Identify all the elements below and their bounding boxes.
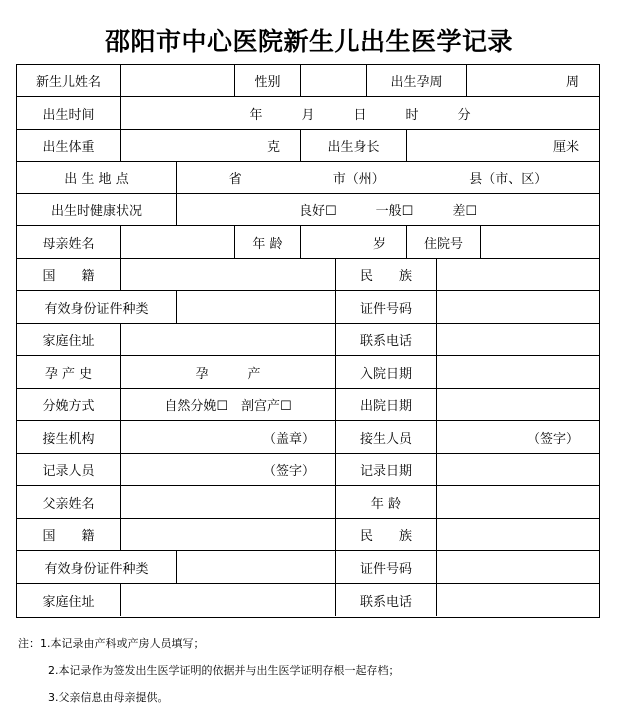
field-label: 住院号 bbox=[407, 226, 481, 258]
field-label: 国 籍 bbox=[17, 259, 121, 290]
field-label: 有效身份证件种类 bbox=[17, 551, 177, 583]
field-value[interactable] bbox=[437, 519, 599, 550]
field-label: 性别 bbox=[235, 65, 301, 96]
footnote-2: 2.本记录作为签发出生医学证明的依据并与出生医学证明存根一起存档； bbox=[48, 664, 400, 677]
field-value[interactable]: 孕 产 bbox=[121, 356, 336, 388]
field-value[interactable] bbox=[121, 584, 336, 616]
field-label: 年 龄 bbox=[336, 486, 437, 518]
field-label: 联系电话 bbox=[336, 324, 437, 355]
field-value[interactable] bbox=[437, 356, 599, 388]
field-value[interactable]: 克 bbox=[121, 130, 301, 161]
form-row bbox=[17, 421, 599, 454]
field-value[interactable] bbox=[437, 324, 599, 355]
form-row bbox=[17, 226, 599, 259]
field-value[interactable]: 岁 bbox=[301, 226, 407, 258]
field-label: 国 籍 bbox=[17, 519, 121, 550]
field-value[interactable] bbox=[437, 551, 599, 583]
field-value[interactable] bbox=[437, 584, 599, 616]
field-label: 联系电话 bbox=[336, 584, 437, 616]
field-value[interactable] bbox=[481, 226, 599, 258]
field-value[interactable] bbox=[121, 486, 336, 518]
field-value[interactable] bbox=[437, 486, 599, 518]
field-label: 民 族 bbox=[336, 259, 437, 290]
field-label: 家庭住址 bbox=[17, 324, 121, 355]
field-value[interactable] bbox=[301, 65, 367, 96]
field-value[interactable] bbox=[437, 259, 599, 290]
field-label: 民 族 bbox=[336, 519, 437, 550]
field-label: 出生孕周 bbox=[367, 65, 467, 96]
form-row bbox=[17, 551, 599, 584]
field-label: 出生时间 bbox=[17, 97, 121, 129]
form-row bbox=[17, 584, 599, 616]
field-label: 证件号码 bbox=[336, 291, 437, 323]
field-label: 父亲姓名 bbox=[17, 486, 121, 518]
field-value[interactable] bbox=[121, 65, 235, 96]
field-label: 记录人员 bbox=[17, 454, 121, 485]
field-label: 家庭住址 bbox=[17, 584, 121, 616]
field-label: 出 生 地 点 bbox=[17, 162, 177, 193]
field-value[interactable]: 自然分娩☐ 剖宫产☐ bbox=[121, 389, 336, 420]
footnote-3: 3.父亲信息由母亲提供。 bbox=[48, 691, 169, 704]
field-value[interactable] bbox=[177, 291, 336, 323]
form-row bbox=[17, 97, 599, 130]
field-label: 年 龄 bbox=[235, 226, 301, 258]
form-row bbox=[17, 324, 599, 356]
field-value[interactable]: （盖章） bbox=[121, 421, 336, 453]
form-title: 邵阳市中心医院新生儿出生医学记录 bbox=[104, 27, 513, 56]
field-value[interactable]: 年 月 日 时 分 bbox=[249, 107, 471, 123]
form-row bbox=[17, 291, 599, 324]
field-label: 孕 产 史 bbox=[17, 356, 121, 388]
form-row bbox=[17, 259, 599, 291]
form-row bbox=[17, 356, 599, 389]
field-label: 出生体重 bbox=[17, 130, 121, 161]
form-row bbox=[17, 519, 599, 551]
form-row bbox=[17, 162, 599, 194]
field-value[interactable]: （签字） bbox=[526, 431, 579, 447]
field-label: 分娩方式 bbox=[17, 389, 121, 420]
field-value[interactable] bbox=[177, 551, 336, 583]
field-value[interactable]: 周 bbox=[565, 75, 579, 90]
field-label: 入院日期 bbox=[336, 356, 437, 388]
form-row bbox=[17, 486, 599, 519]
field-value[interactable] bbox=[121, 519, 336, 550]
field-label: 出生时健康状况 bbox=[17, 194, 177, 225]
field-label: 有效身份证件种类 bbox=[17, 291, 177, 323]
field-label: 接生人员 bbox=[336, 421, 437, 453]
field-value[interactable]: 良好☐ 一般☐ 差☐ bbox=[299, 204, 477, 219]
form-row bbox=[17, 194, 599, 226]
birth-record-table bbox=[16, 64, 600, 618]
field-label: 新生儿姓名 bbox=[17, 65, 121, 96]
field-value[interactable]: （签字） bbox=[121, 454, 336, 485]
field-value[interactable] bbox=[121, 324, 336, 355]
form-row bbox=[17, 454, 599, 486]
footnote-1: 注：1.本记录由产科或产房人员填写； bbox=[18, 637, 205, 650]
field-value[interactable] bbox=[437, 389, 599, 420]
footnotes bbox=[18, 630, 400, 711]
field-value[interactable] bbox=[437, 291, 599, 323]
form-row bbox=[17, 65, 599, 97]
field-label: 母亲姓名 bbox=[17, 226, 121, 258]
form-row bbox=[17, 130, 599, 162]
field-label: 出生身长 bbox=[301, 130, 407, 161]
field-label: 记录日期 bbox=[336, 454, 437, 485]
field-value[interactable]: 厘米 bbox=[552, 140, 579, 155]
form-row bbox=[17, 389, 599, 421]
field-value[interactable] bbox=[121, 259, 336, 290]
field-label: 接生机构 bbox=[17, 421, 121, 453]
field-label: 出院日期 bbox=[336, 389, 437, 420]
field-label: 证件号码 bbox=[336, 551, 437, 583]
field-value[interactable] bbox=[437, 454, 599, 485]
field-value[interactable]: 省 市（州） 县（市、区） bbox=[228, 172, 548, 187]
field-value[interactable] bbox=[121, 226, 235, 258]
